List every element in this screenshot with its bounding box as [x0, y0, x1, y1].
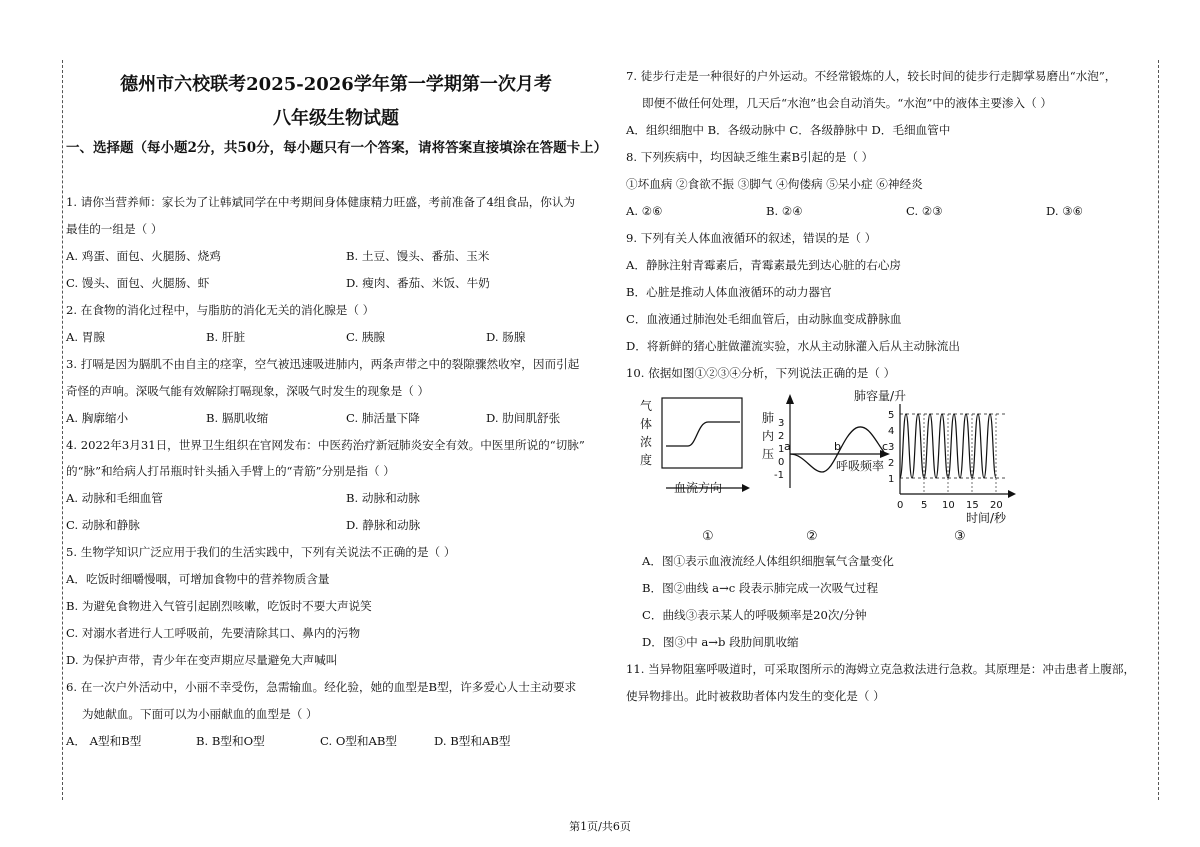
q2-option-d: D. 肠腺	[486, 330, 526, 344]
fig2-tick-0: 0	[778, 457, 785, 468]
q8-option-d: D. ③⑥	[1046, 204, 1084, 218]
q1-option-b: B. 土豆、馒头、番茄、玉米	[346, 249, 490, 263]
fig1-ylabel-1: 体	[640, 417, 653, 431]
q10-option-b: B．图②曲线 a→c 段表示肺完成一次吸气过程	[642, 581, 879, 595]
fig3-x-arrow	[1008, 490, 1016, 498]
q10-option-a: A．图①表示血液流经人体组织细胞氧气含量变化	[642, 554, 894, 568]
fig2-point-a: a	[784, 440, 791, 453]
fig2-point-b: b	[834, 440, 841, 453]
fig1-ylabel-2: 浓	[640, 435, 653, 449]
q5-option-a: A．吃饭时细嚼慢咽，可增加食物中的营养物质含量	[66, 572, 330, 586]
fig1-ylabel-3: 度	[640, 453, 653, 467]
q6-option-c: C. O型和AB型	[320, 734, 398, 748]
q1-option-d: D. 瘦肉、番茄、米饭、牛奶	[346, 276, 490, 290]
figure-2-lung-pressure	[760, 388, 896, 548]
q6-stem-line2: 为她献血。下面可以为小丽献血的血型是（ ）	[82, 707, 318, 721]
q11-stem-line1: 11. 当异物阻塞呼吸道时，可采取图所示的海姆立克急救法进行急救。其原理是：冲击患者上腹部，	[626, 662, 1136, 676]
q3-option-b: B. 膈肌收缩	[206, 411, 269, 425]
q3-option-c: C. 肺活量下降	[346, 411, 420, 425]
q11-stem-line2: 使异物排出。此时被救助者体内发生的变化是（ ）	[626, 689, 885, 703]
fig2-ylabel-2: 压	[762, 447, 775, 461]
q10-stem: 10. 依据如图①②③④分析，下列说法正确的是（ ）	[626, 366, 896, 380]
q4-option-c: C. 动脉和静脉	[66, 518, 140, 532]
fig3-ytick-4: 4	[888, 426, 895, 437]
q9-option-d: D．将新鲜的猪心脏做灌流实验，水从主动脉灌入后从主动脉流出	[626, 339, 960, 353]
q1-option-a: A. 鸡蛋、面包、火腿肠、烧鸡	[66, 249, 221, 263]
q9-option-b: B．心脏是推动人体血液循环的动力器官	[626, 285, 832, 299]
q5-option-c: C. 对溺水者进行人工呼吸前，先要清除其口、鼻内的污物	[66, 626, 361, 640]
fig3-xlabel: 时间/秒	[966, 511, 1007, 525]
fig3-ytick-2: 2	[888, 458, 895, 469]
page-footer: 第1页/共6页	[569, 820, 631, 833]
fig2-tick-neg1: -1	[774, 470, 784, 481]
fig3-xtick-10: 10	[942, 500, 955, 511]
q9-option-c: C．血液通过肺泡处毛细血管后，由动脉血变成静脉血	[626, 312, 902, 326]
q6-stem-line1: 6. 在一次户外活动中，小丽不幸受伤，急需输血。经化验，她的血型是B型，许多爱心人士主动要求	[66, 680, 577, 694]
q8-option-b: B. ②④	[766, 204, 803, 218]
fig3-ylabel: 肺容量/升	[854, 389, 907, 403]
q2-option-b: B. 肝脏	[206, 330, 246, 344]
binding-line-right	[1158, 60, 1159, 800]
exam-title: 德州市六校联考2025-2026学年第一学期第一次月考	[120, 74, 552, 95]
fig2-tick-1: 1	[778, 444, 785, 455]
exam-subtitle: 八年级生物试题	[273, 108, 399, 129]
q5-option-b: B. 为避免食物进入气管引起剧烈咳嗽，吃饭时不要大声说笑	[66, 599, 372, 613]
fig2-ylabel-0: 肺	[762, 411, 775, 425]
q7-stem-line2: 即便不做任何处理，几天后“水泡”也会自动消失。“水泡”中的液体主要渗入（ ）	[642, 96, 1052, 110]
fig1-ylabel-0: 气	[640, 399, 653, 413]
q2-option-c: C. 胰腺	[346, 330, 386, 344]
q2-stem: 2. 在食物的消化过程中，与脂肪的消化无关的消化腺是（ ）	[66, 303, 375, 317]
section-heading: 一、选择题（每小题2分，共50分，每小题只有一个答案，请将答案直接填涂在答题卡上）	[66, 140, 608, 156]
fig2-tick-2: 2	[778, 431, 785, 442]
q4-stem-line1: 4. 2022年3月31日，世界卫生组织在官网发布：中医药治疗新冠肺炎安全有效。中医里所说的“切脉”	[66, 438, 585, 452]
q3-option-d: D. 肋间肌舒张	[486, 411, 561, 425]
q4-stem-line2: 的“脉”和给病人打吊瓶时针头插入手臂上的“青筋”分别是指（ ）	[66, 464, 395, 478]
fig3-number: ③	[954, 529, 966, 544]
fig3-ytick-3: 3	[888, 442, 895, 453]
fig3-xtick-5: 5	[921, 500, 928, 511]
q7-stem-line1: 7. 徒步行走是一种很好的户外运动。不经常锻炼的人，较长时间的徒步行走脚掌易磨出“水泡”，	[626, 69, 1117, 83]
fig2-tick-3: 3	[778, 418, 785, 429]
q1-stem-line2: 最佳的一组是（ ）	[66, 222, 163, 236]
q7-options: A．组织细胞中 B．各级动脉中 C．各级静脉中 D．毛细血管中	[626, 123, 951, 137]
fig1-frame	[662, 398, 742, 468]
fig1-number: ①	[702, 529, 714, 544]
fig2-xlabel: 呼吸频率	[836, 459, 885, 473]
fig2-number: ②	[806, 529, 818, 544]
q5-option-d: D. 为保护声带，青少年在变声期应尽量避免大声喊叫	[66, 653, 338, 667]
q10-option-c: C．曲线③表示某人的呼吸频率是20次/分钟	[642, 608, 867, 622]
q8-items: ①坏血病 ②食欲不振 ③脚气 ④佝偻病 ⑤呆小症 ⑥神经炎	[626, 177, 923, 191]
q4-option-d: D. 静脉和动脉	[346, 518, 421, 532]
fig2-y-arrow	[786, 394, 794, 404]
fig2-ylabel-1: 内	[762, 429, 775, 443]
q9-option-a: A．静脉注射青霉素后，青霉素最先到达心脏的右心房	[626, 258, 902, 272]
fig3-xtick-15: 15	[966, 500, 979, 511]
q4-option-b: B. 动脉和动脉	[346, 491, 420, 505]
fig3-xtick-0: 0	[897, 500, 904, 511]
q8-stem: 8. 下列疾病中，均因缺乏维生素B引起的是（ ）	[626, 150, 874, 164]
q3-stem-line2: 奇怪的声响。深吸气能有效解除打嗝现象，深吸气时发生的现象是（ ）	[66, 384, 430, 398]
q6-option-b: B. B型和O型	[196, 734, 265, 748]
q3-stem-line1: 3. 打嗝是因为膈肌不由自主的痉挛，空气被迅速吸进肺内，两条声带之中的裂隙骤然收窄，因而引起	[66, 357, 580, 371]
fig3-ytick-5: 5	[888, 410, 895, 421]
fig1-arrow-head	[742, 484, 750, 492]
q10-option-d: D．图③中 a→b 段肋间肌收缩	[642, 635, 799, 649]
q8-option-c: C. ②③	[906, 204, 943, 218]
figure-1-gas-concentration	[636, 388, 756, 548]
q6-option-a: A． A型和B型	[66, 734, 142, 748]
fig3-xtick-20: 20	[990, 500, 1003, 511]
q2-option-a: A. 胃腺	[66, 330, 105, 344]
fig2-point-c: c	[882, 440, 889, 453]
fig1-xlabel-text: 血流方向	[674, 481, 723, 495]
q1-option-c: C. 馒头、面包、火腿肠、虾	[66, 276, 210, 290]
fig3-ytick-1: 1	[888, 474, 895, 485]
q8-option-a: A. ②⑥	[626, 204, 663, 218]
q6-option-d: D. B型和AB型	[434, 734, 511, 748]
q4-option-a: A. 动脉和毛细血管	[66, 491, 163, 505]
q3-option-a: A. 胸廓缩小	[66, 411, 129, 425]
q5-stem: 5. 生物学知识广泛应用于我们的生活实践中，下列有关说法不正确的是（ ）	[66, 545, 456, 559]
q9-stem: 9. 下列有关人体血液循环的叙述，错误的是（ ）	[626, 231, 877, 245]
binding-line-left	[62, 60, 63, 800]
q1-stem-line1: 1. 请你当营养师：家长为了让韩斌同学在中考期间身体健康精力旺盛，考前准备了4组食品，你认为	[66, 195, 576, 209]
fig1-curve	[666, 422, 740, 446]
